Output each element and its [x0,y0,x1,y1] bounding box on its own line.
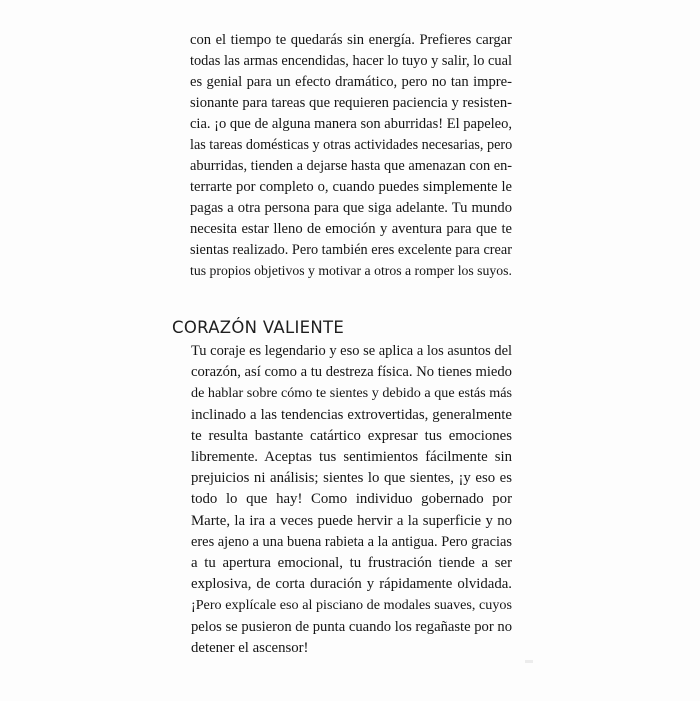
text-line: cia. ¡o que de alguna manera son aburridas! El papeleo, [190,116,512,132]
text-line: sientas realizado. Pero también eres excelente para crear [190,242,512,258]
text-line: a tu apertura emocional, tu frustración tiende a ser [191,555,512,571]
text-line: eres ajeno a una buena rabieta a la antigua. Pero gracias [191,533,512,550]
text-line: todo lo que hay! Como individuo gobernado por [191,491,512,508]
text-line: terrarte por completo o, cuando puedes simplemente le [190,179,512,195]
text-line: Tu coraje es legendario y eso se aplica a los asuntos del [191,343,512,359]
text-line: libremente. Aceptas tus sentimientos fácilmente sin [191,449,512,465]
text-line: sionante para tareas que requieren paciencia y resisten- [190,95,512,111]
text-line: ¡Pero explícale eso al pisciano de modales suaves, cuyos [191,597,512,614]
text-line: todas las armas encendidas, hacer lo tuyo y salir, lo cual [190,53,512,69]
text-line: explosiva, de corta duración y rápidamente olvidada. [191,576,512,593]
text-line: es genial para un efecto dramático, pero no tan impre- [190,74,512,90]
text-line: prejuicios ni análisis; sientes lo que sientes, ¡y eso es [191,470,512,487]
paragraph-corazon-valiente [191,343,512,663]
text-line: pelos se pusieron de punta cuando los regañaste por no [191,618,512,635]
page-smudge [525,660,533,663]
paragraph-intro [190,32,512,282]
text-line: detener el ascensor! [191,639,309,656]
text-line: pagas a otra persona para que siga adelante. Tu mundo [190,200,512,216]
text-line: te resulta bastante catártico expresar tus emociones [191,427,512,444]
text-line: aburridas, tienden a dejarse hasta que amenazan con en- [190,158,513,174]
text-line: las tareas domésticas y otras actividades necesarias, pero [190,137,513,153]
text-line: corazón, así como a tu destreza física. No tienes miedo [191,364,512,381]
text-line: inclinado a las tendencias extrovertidas, generalmente [191,406,512,423]
text-line: de hablar sobre cómo te sientes y debido a que estás más [191,385,512,402]
text-line: necesita estar lleno de emoción y aventura para que te [190,221,512,237]
text-line: con el tiempo te quedarás sin energía. Prefieres cargar [190,32,512,48]
text-line: tus propios objetivos y motivar a otros a romper los suyos. [190,263,512,278]
text-line: Marte, la ira a veces puede hervir a la superficie y no [191,512,512,529]
section-heading: CORAZÓN VALIENTE [172,318,345,337]
